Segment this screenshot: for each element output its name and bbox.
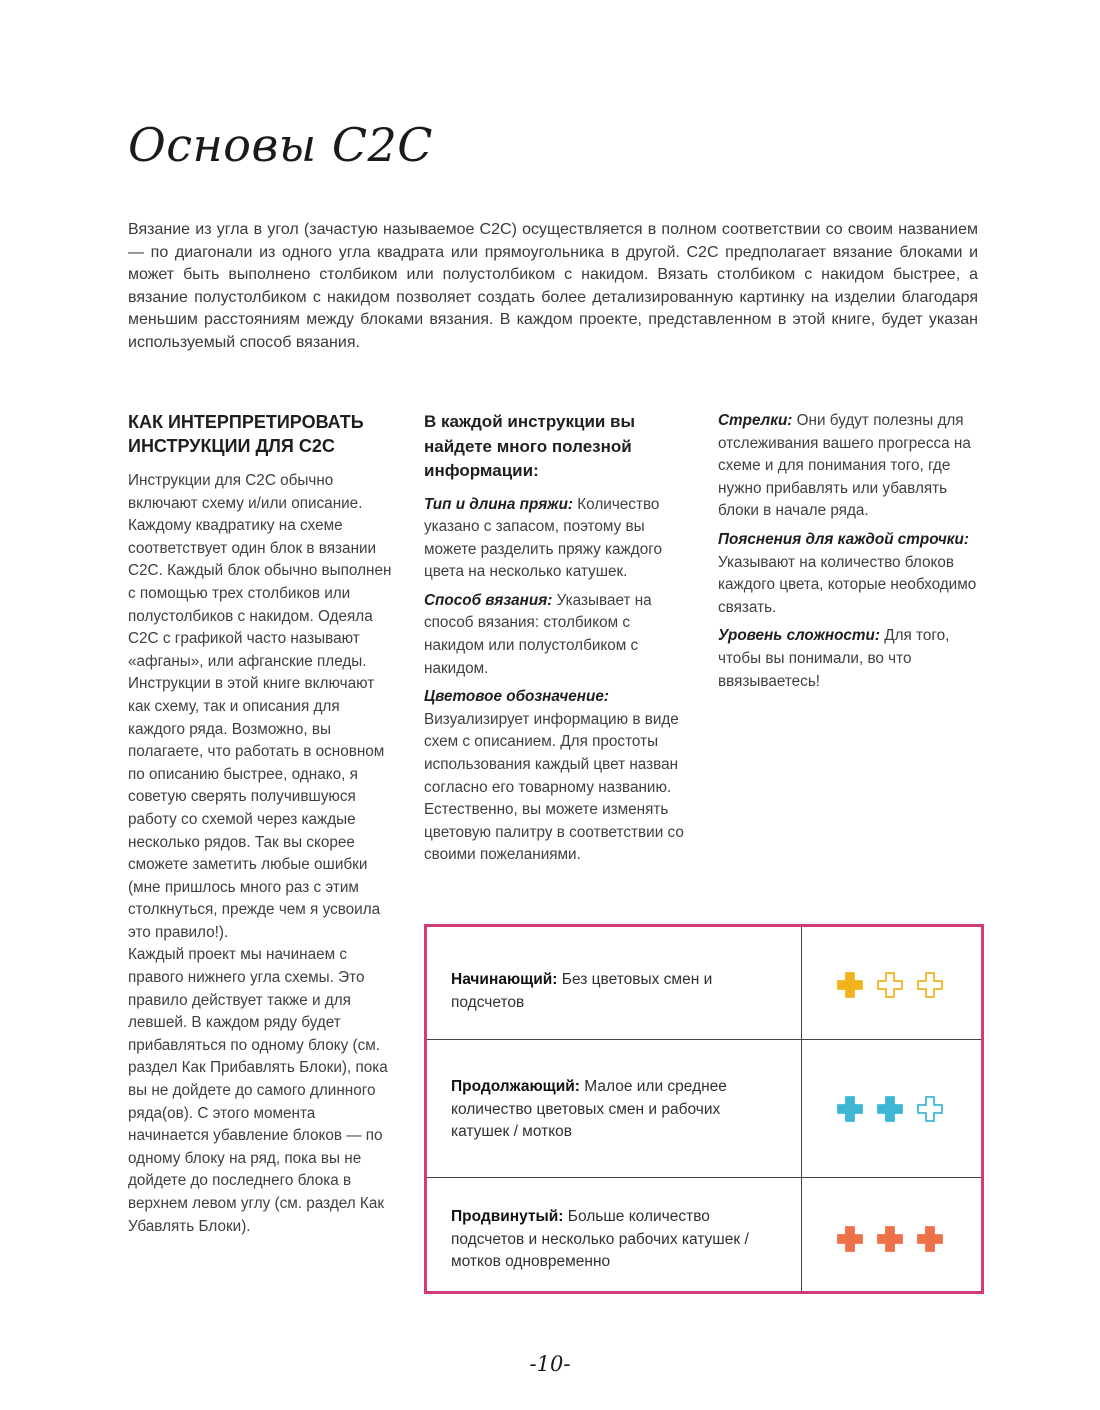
level-icons xyxy=(837,1226,967,1256)
column-divider xyxy=(801,1178,802,1292)
paragraph-1: Инструкции для С2С обычно включают схему и/или описание. Каждому квадратику на схеме соответствует один блок в вязании С2С. Каждый блок обычно выполнен с помощью трех столбиков или полустолбиков с накидом. Одеяла С2С с графикой часто называют «афганы», или афганские пледы. xyxy=(128,472,392,670)
level-text: Без цветовых смен и подсчетов xyxy=(451,971,713,1011)
level-icons xyxy=(837,1096,967,1126)
outline-cross-icon xyxy=(917,1096,943,1122)
info-item-label: Способ вязания: xyxy=(424,591,553,609)
info-item-text: Указывает на способ вязания: столбиком с накидом или полустолбиком с накидом. xyxy=(424,591,652,677)
info-item-label: Стрелки: xyxy=(718,412,793,429)
column-divider xyxy=(801,1040,802,1178)
filled-cross-icon xyxy=(877,1226,903,1252)
info-item-text: Указывают на количество блоков каждого цвета, которые необходимо связать. xyxy=(718,553,977,616)
paragraph-2: Инструкции в этой книге включают как схему, так и описания для каждого ряда. Возможно, вы полагаете, что работать в основном по описанию быстрее, однако, я советую сверять получившуюся работу со схемой через каждые несколько рядов. Так вы скорее сможете заметить любые ошибки (мне пришлось много раз с этим столкнуться, прежде чем я усвоила это правило!). xyxy=(128,675,385,941)
info-item-color-code xyxy=(424,686,694,867)
level-description xyxy=(451,1076,771,1144)
info-item-label: Пояснения для каждой строчки: xyxy=(718,530,969,548)
outline-cross-icon xyxy=(877,972,903,998)
page-title: Основы С2С xyxy=(128,118,433,172)
level-description xyxy=(451,1206,771,1274)
info-item-arrows xyxy=(718,410,988,523)
filled-cross-icon xyxy=(837,1226,863,1252)
info-item-row-notes xyxy=(718,529,988,619)
column-instruction-info xyxy=(424,410,694,873)
info-item-text: Они будут полезны для отслеживания вашего прогресса на схеме и для понимания того, где нужно прибавлять или убавлять блоки в начале ряда. xyxy=(718,412,971,520)
column-interpreting xyxy=(128,410,398,1238)
filled-cross-icon xyxy=(917,1226,943,1252)
level-label: Продолжающий: xyxy=(451,1078,580,1095)
column-more-info xyxy=(718,410,988,699)
level-description xyxy=(451,969,771,1014)
info-heading: В каждой инструкции вы найдете много полезной информации: xyxy=(424,412,636,480)
level-row-beginner xyxy=(427,927,981,1039)
info-item-text: Для того, чтобы вы понимали, во что ввязываетесь! xyxy=(718,627,950,690)
level-text: Больше количество подсчетов и несколько рабочих катушек / мотков одновременно xyxy=(451,1208,749,1271)
info-item-text: Визуализирует информацию в виде схем с описанием. Для простоты использования каждый цвет назван согласно его товарному названию. Естественно, вы можете изменять цветовую палитру в соответствии со своими пожеланиями. xyxy=(424,710,684,864)
level-icons xyxy=(837,972,967,1002)
filled-cross-icon xyxy=(837,1096,863,1122)
difficulty-levels-table xyxy=(424,924,984,1294)
level-label: Начинающий: xyxy=(451,971,558,988)
page-number: -10- xyxy=(529,1352,571,1376)
outline-cross-icon xyxy=(917,972,943,998)
level-text: Малое или среднее количество цветовых смен и рабочих катушек / мотков xyxy=(451,1078,727,1141)
info-item-text: Количество указано с запасом, поэтому вы можете разделить пряжу каждого цвета на несколько катушек. xyxy=(424,495,662,581)
column-divider xyxy=(801,927,802,1039)
info-item-label: Тип и длина пряжи: xyxy=(424,495,574,513)
info-item-label: Уровень сложности: xyxy=(718,627,880,645)
info-item-method xyxy=(424,590,694,680)
intro-paragraph: Вязание из угла в угол (зачастую называемое С2С) осуществляется в полном соответствии со своим названием — по диагонали из одного угла квадрата или прямоугольника в другой. С2С предполагает вязание блоками и может быть выполнено столбиком или полустолбиком с накидом. Вязать столбиком с накидом быстрее, а вязание полустолбиком с накидом позволяет создать более детализированную картинку на изделии благодаря меньшим расстояниям между блоками вязания. В каждом проекте, представленном в этой книге, будет указан используемый способ вязания. xyxy=(128,221,978,351)
level-row-intermediate xyxy=(427,1039,981,1178)
level-row-advanced xyxy=(427,1177,981,1292)
info-item-yarn xyxy=(424,494,694,584)
paragraph-3: Каждый проект мы начинаем с правого нижнего угла схемы. Это правило действует также и для левшей. В каждом ряду будет прибавляться по одному блоку (см. раздел Как Прибавлять Блоки), пока вы не дойдете до самого длинного ряда(ов). С этого момента начинается убавление блоков — по одному блоку на ряд, пока вы не дойдете до последнего блока в верхнем левом углу (см. раздел Как Убавлять Блоки). xyxy=(128,946,388,1235)
level-label: Продвинутый: xyxy=(451,1208,564,1225)
info-item-label: Цветовое обозначение: xyxy=(424,688,609,706)
section-heading: КАК ИНТЕРПРЕТИРОВАТЬ ИНСТРУКЦИИ ДЛЯ С2С xyxy=(128,412,364,456)
filled-cross-icon xyxy=(877,1096,903,1122)
filled-cross-icon xyxy=(837,972,863,998)
info-item-difficulty xyxy=(718,625,988,693)
